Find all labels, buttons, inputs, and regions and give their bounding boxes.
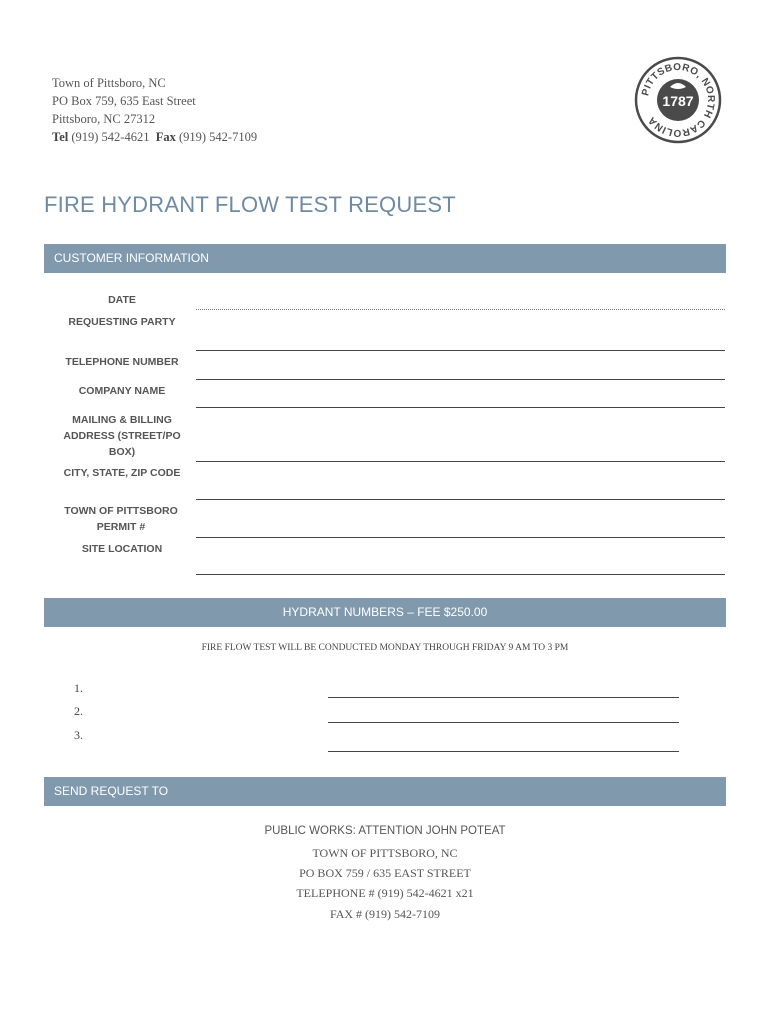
site-location-line[interactable] xyxy=(196,574,725,575)
send-fax-line: FAX # (919) 542-7109 xyxy=(329,907,441,921)
mailing-address-label: MAILING & BILLING ADDRESS (STREET/PO BOX) xyxy=(63,414,181,458)
company-name-line[interactable] xyxy=(196,407,725,408)
requesting-party-line[interactable] xyxy=(196,350,725,351)
hydrant-number-2: 2. xyxy=(74,704,83,718)
seal-year-text: 1787 xyxy=(662,93,694,109)
address-po-box: PO Box 759, 635 East Street xyxy=(52,94,196,108)
hydrant-numbers-label: HYDRANT NUMBERS – FEE $250.00 xyxy=(282,605,488,619)
telephone-line[interactable] xyxy=(196,379,725,380)
tel-label: Tel xyxy=(52,130,69,144)
page-title: FIRE HYDRANT FLOW TEST REQUEST xyxy=(44,192,456,217)
date-line[interactable] xyxy=(196,309,725,310)
city-state-zip-label: CITY, STATE, ZIP CODE xyxy=(63,467,181,479)
fax-label: Fax xyxy=(155,130,176,144)
hydrant-number-1: 1. xyxy=(74,681,83,695)
address-town: Town of Pittsboro, NC xyxy=(52,76,166,90)
tel-value: (919) 542-4621 xyxy=(71,130,150,144)
telephone-label: TELEPHONE NUMBER xyxy=(65,356,179,368)
address-phone-fax xyxy=(52,128,257,146)
company-name-label: COMPANY NAME xyxy=(78,385,166,397)
requesting-party-label: REQUESTING PARTY xyxy=(68,316,176,328)
city-state-zip-line[interactable] xyxy=(196,499,725,500)
town-seal-logo xyxy=(634,56,722,144)
permit-line[interactable] xyxy=(196,537,725,538)
seal-ring-text: PITTSBORO, NORTH CAROLINA xyxy=(640,61,717,139)
customer-information-label: CUSTOMER INFORMATION xyxy=(54,251,209,265)
send-request-header xyxy=(44,777,726,806)
mailing-address-line[interactable] xyxy=(196,461,725,462)
send-town-line: TOWN OF PITTSBORO, NC xyxy=(312,846,458,860)
customer-information-header xyxy=(44,244,726,273)
town-address-block xyxy=(52,74,257,146)
send-telephone-line: TELEPHONE # (919) 542-4621 x21 xyxy=(296,886,474,900)
flow-test-schedule-note: FIRE FLOW TEST WILL BE CONDUCTED MONDAY THROUGH FRIDAY 9 AM TO 3 PM xyxy=(201,643,569,653)
hydrant-3-line[interactable] xyxy=(328,751,679,752)
hydrant-number-3: 3. xyxy=(74,728,83,742)
date-label: DATE xyxy=(108,294,136,306)
hydrant-2-line[interactable] xyxy=(328,722,679,723)
hydrant-numbers-header xyxy=(44,598,726,627)
hydrant-1-line[interactable] xyxy=(328,697,679,698)
address-city: Pittsboro, NC 27312 xyxy=(52,112,156,126)
send-po-box-line: PO BOX 759 / 635 EAST STREET xyxy=(299,866,471,880)
permit-label: TOWN OF PITTSBORO PERMIT # xyxy=(64,505,178,533)
site-location-label: SITE LOCATION xyxy=(81,543,163,555)
send-request-label: SEND REQUEST TO xyxy=(54,784,169,798)
fax-value: (919) 542-7109 xyxy=(178,130,258,144)
send-attention-line: PUBLIC WORKS: ATTENTION JOHN POTEAT xyxy=(264,825,506,837)
